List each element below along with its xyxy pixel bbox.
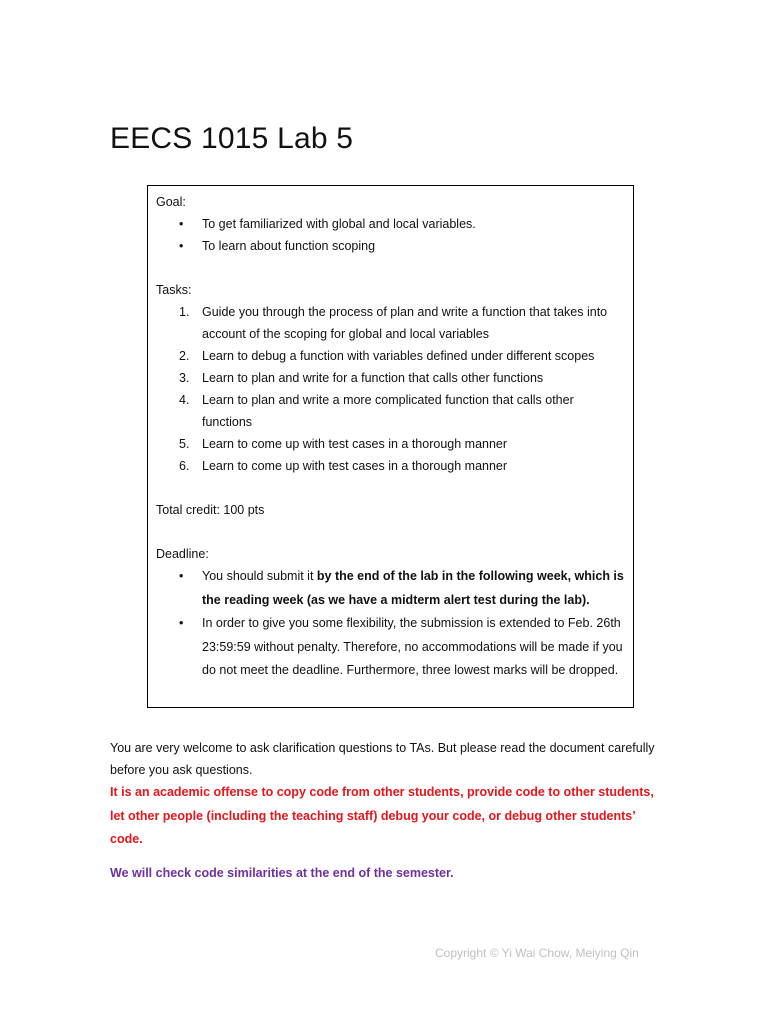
goal-label: Goal: — [156, 195, 186, 209]
academic-offense-warning: It is an academic offense to copy code from other students, provide code to other students, let other people (including the teaching staff) debug your code, or debug other students’ code. — [110, 785, 654, 846]
deadline-list — [156, 565, 626, 683]
bullet-icon: • — [179, 569, 184, 583]
lab-info-box — [147, 185, 634, 708]
task-item: 5. Learn to come up with test cases in a thorough manner — [179, 437, 508, 451]
copyright-footer: Copyright © Yi Wai Chow, Meiying Qin — [435, 946, 639, 960]
similarity-check-note: We will check code similarities at the end of the semester. — [110, 866, 454, 880]
intro-paragraph: You are very welcome to ask clarification questions to TAs. But please read the document carefully before you ask questions. — [110, 741, 655, 777]
bullet-icon: • — [179, 217, 184, 231]
task-list — [156, 301, 626, 477]
task-item: 6. Learn to come up with test cases in a thorough manner — [179, 459, 508, 473]
deadline-item: • In order to give you some flexibility, the submission is extended to Feb. 26th 23:59:59 without penalty. Therefore, no accommodations will be made if you do not meet the deadline. Furthermore, three lowest marks will be dropped. — [156, 612, 626, 683]
bullet-icon: • — [179, 616, 184, 630]
goal-item: • To get familiarized with global and local variables. — [156, 213, 626, 235]
bullet-icon: • — [179, 239, 184, 253]
deadline-label: Deadline: — [156, 547, 209, 561]
goal-list — [156, 213, 626, 257]
task-item: 2. Learn to debug a function with variables defined under different scopes — [179, 349, 595, 363]
task-item: 1. Guide you through the process of plan and write a function that takes into account of the scoping for global and local variables — [179, 305, 608, 341]
deadline-item: • You should submit it by the end of the lab in the following week, which is the reading week (as we have a midterm alert test during the lab). — [156, 565, 626, 612]
total-credit: Total credit: 100 pts — [156, 503, 265, 517]
task-item: 3. Learn to plan and write for a function that calls other functions — [179, 371, 544, 385]
tasks-label: Tasks: — [156, 283, 192, 297]
goal-item: • To learn about function scoping — [156, 235, 626, 257]
page-title: EECS 1015 Lab 5 — [110, 122, 354, 155]
task-item: 4. Learn to plan and write a more complicated function that calls other functions — [179, 393, 574, 429]
